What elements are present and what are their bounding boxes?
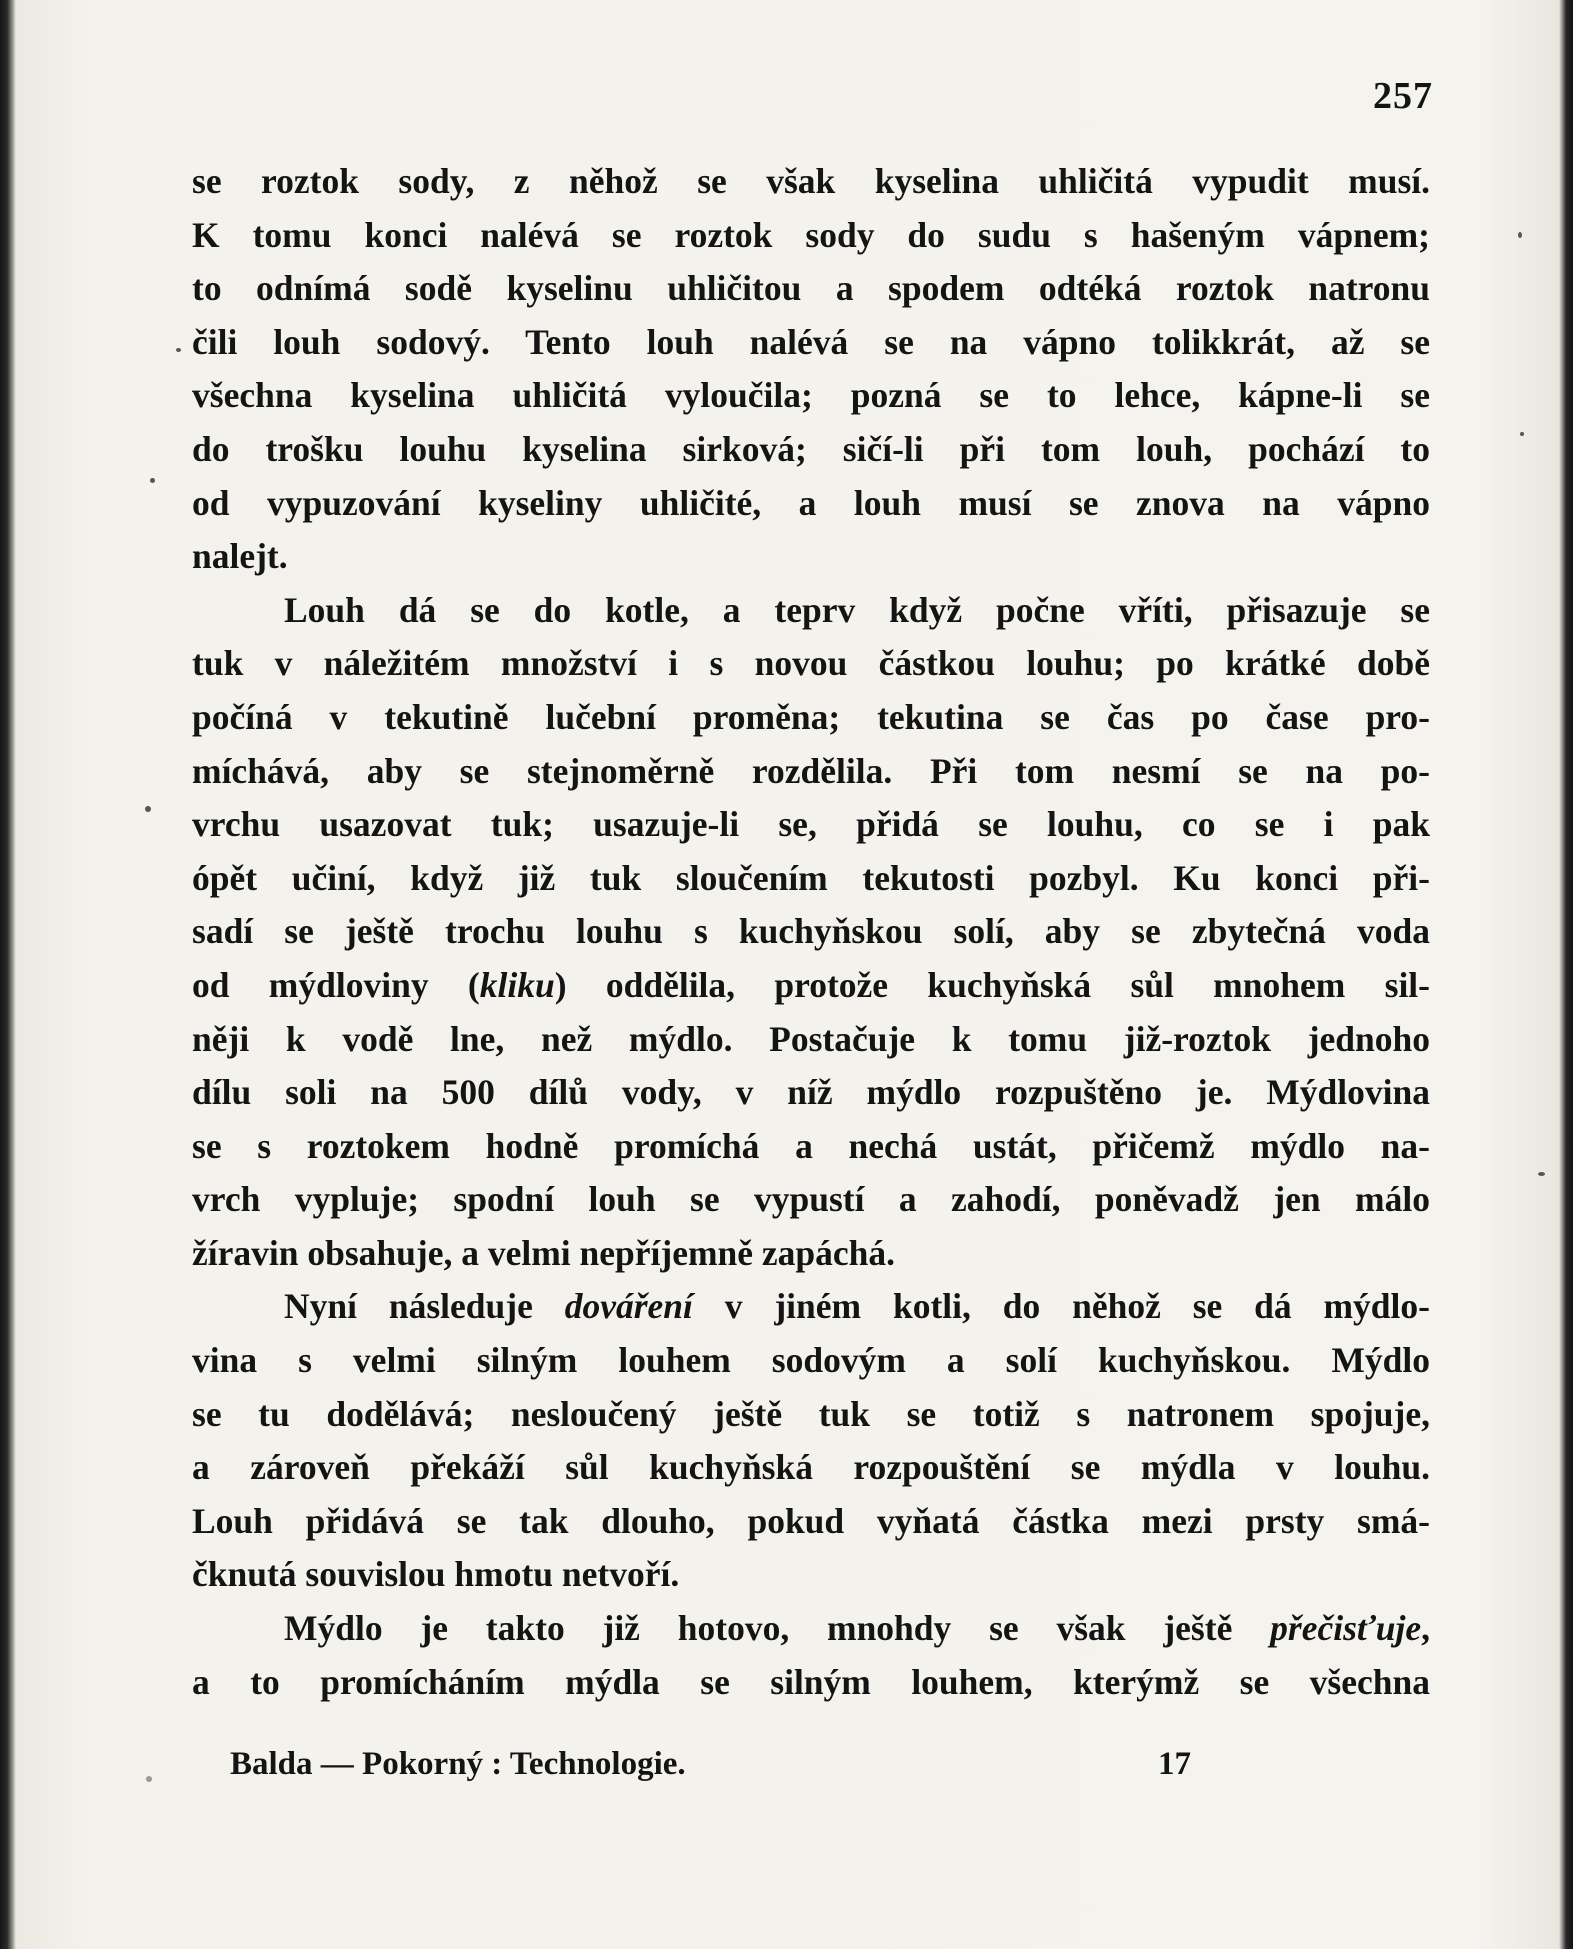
text-line: nalejt. — [192, 536, 288, 577]
text-line-mixed — [192, 959, 1430, 1013]
text-line-mixed — [192, 1280, 1430, 1334]
text-run: v jiném kotli, do něhož se dá mýdlo- — [692, 1286, 1430, 1327]
scan-speck — [176, 348, 181, 352]
text-run: Mýdlo je takto již hotovo, mnohdy se však ještě — [284, 1608, 1271, 1649]
scan-speck — [150, 478, 155, 483]
italic-term: přečisťuje — [1270, 1608, 1422, 1649]
text-line: to odnímá sodě kyselinu uhličitou a spodem odtéká roztok natronu — [192, 268, 1430, 309]
text-line: do trošku louhu kyselina sirková; sičí-li při tom louh, pochází to — [192, 428, 1430, 469]
text-line: počíná v tekutině lučební proměna; tekutina se čas po čase pro- — [192, 696, 1430, 737]
text-line: a to promícháním mýdla se silným louhem, kterýmž se všechna — [192, 1661, 1430, 1702]
text-line: žíravin obsahuje, a velmi nepříjemně zapáchá. — [192, 1232, 896, 1273]
text-line: a zároveň překáží sůl kuchyňská rozpouštění se mýdla v louhu. — [192, 1447, 1430, 1488]
page-number: 257 — [1373, 75, 1433, 117]
scan-speck — [146, 1776, 152, 1782]
binding-shadow-right — [1559, 0, 1573, 1949]
text-line: všechna kyselina uhličitá vyloučila; pozná se to lehce, kápne-li se — [192, 375, 1430, 416]
italic-term: dováření — [564, 1286, 693, 1327]
text-line: vrch vypluje; spodní louh se vypustí a zahodí, poněvadž jen málo — [192, 1179, 1430, 1220]
text-line: čili louh sodový. Tento louh nalévá se na vápno tolikkrát, až se — [192, 321, 1430, 362]
sheet-signature: 17 — [1158, 1746, 1191, 1782]
text-line: ópět učiní, když již tuk sloučením tekutosti pozbyl. Ku konci při- — [192, 857, 1430, 898]
text-run: ) oddělila, protože kuchyňská sůl mnohem sil- — [554, 964, 1430, 1005]
scan-speck — [145, 806, 151, 812]
body-text — [192, 155, 1430, 1709]
text-line: tuk v náležitém množství i s novou částkou louhu; po krátké době — [192, 643, 1430, 684]
italic-term: kliku — [479, 964, 555, 1005]
text-line-mixed — [192, 1602, 1430, 1656]
text-line: se tu dodělává; nesloučený ještě tuk se totiž s natronem spojuje, — [192, 1393, 1430, 1434]
binding-shadow-left — [0, 0, 16, 1949]
scan-speck — [1538, 1172, 1545, 1176]
text-line: Louh dá se do kotle, a teprv když počne vříti, přisazuje se — [284, 589, 1430, 630]
text-line: čknutá souvislou hmotu netvoří. — [192, 1554, 680, 1595]
text-line: dílu soli na 500 dílů vody, v níž mýdlo rozpuštěno je. Mýdlovina — [192, 1072, 1430, 1113]
text-line: od vypuzování kyseliny uhličité, a louh musí se znova na vápno — [192, 482, 1430, 523]
text-line: míchává, aby se stejnoměrně rozdělila. Při tom nesmí se na po- — [192, 750, 1430, 791]
text-line: sadí se ještě trochu louhu s kuchyňskou solí, aby se zbytečná voda — [192, 911, 1430, 952]
text-run: Nyní následuje — [284, 1286, 565, 1327]
text-line: něji k vodě lne, než mýdlo. Postačuje k tomu již-roztok jednoho — [192, 1018, 1430, 1059]
text-line: K tomu konci nalévá se roztok sody do sudu s hašeným vápnem; — [192, 214, 1430, 255]
footer-credit: Balda — Pokorný : Technologie. — [230, 1746, 686, 1782]
text-line: vina s velmi silným louhem sodovým a solí kuchyňskou. Mýdlo — [192, 1340, 1430, 1381]
text-line: se s roztokem hodně promíchá a nechá ustát, přičemž mýdlo na- — [192, 1125, 1430, 1166]
text-run: , — [1421, 1608, 1430, 1649]
text-line: Louh přidává se tak dlouho, pokud vyňatá částka mezi prsty smá- — [192, 1500, 1430, 1541]
scan-speck — [1518, 232, 1522, 238]
text-line: se roztok sody, z něhož se však kyselina uhličitá vypudit musí. — [192, 161, 1430, 201]
scan-speck — [1520, 432, 1524, 436]
text-run: od mýdloviny ( — [192, 964, 480, 1005]
text-line: vrchu usazovat tuk; usazuje-li se, přidá se louhu, co se i pak — [192, 804, 1430, 845]
